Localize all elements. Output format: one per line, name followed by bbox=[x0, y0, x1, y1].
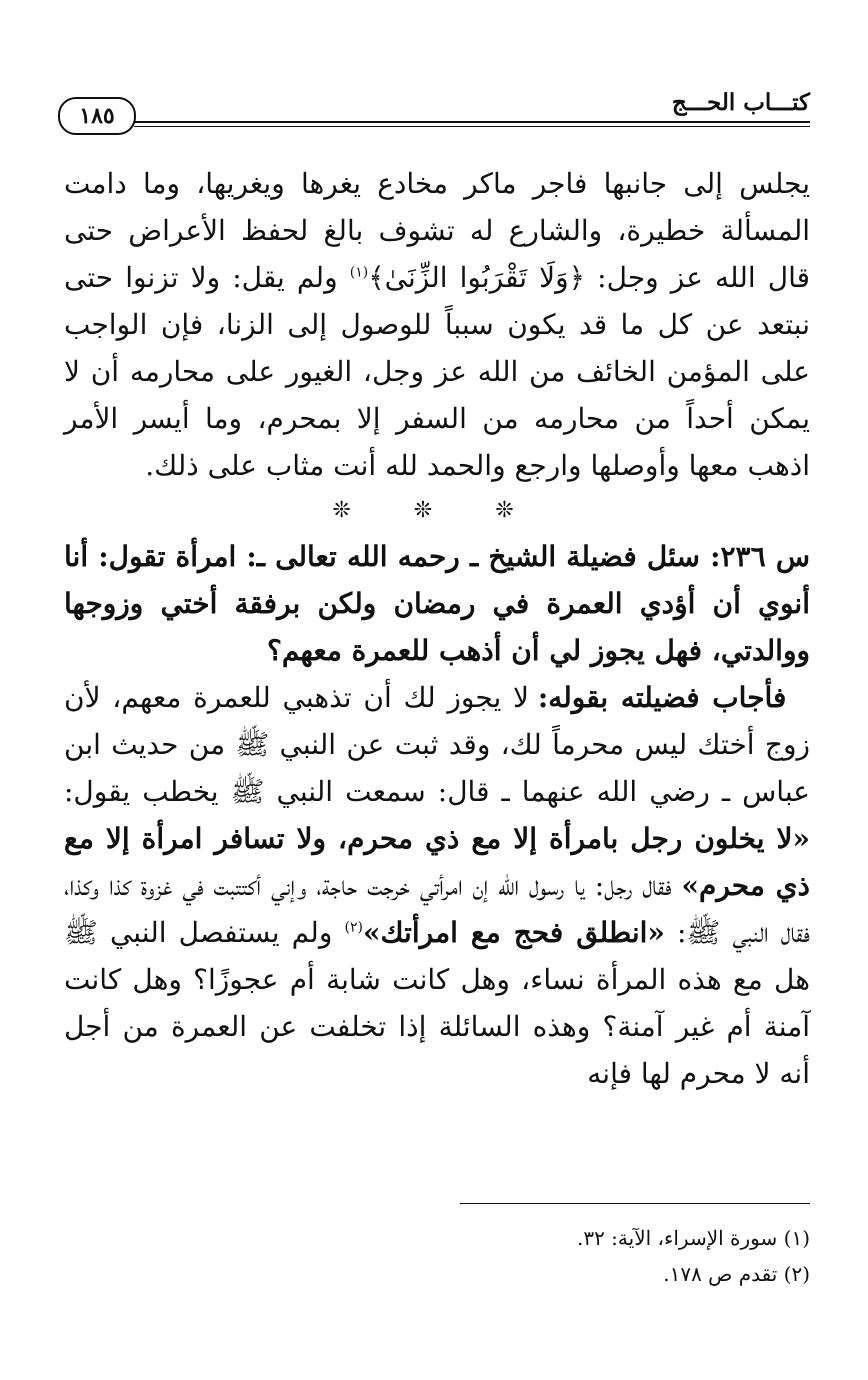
page-number-badge: ١٨٥ bbox=[58, 97, 136, 135]
page-body bbox=[64, 160, 810, 1097]
footnote-2: (٢) تقدم ص ١٧٨. bbox=[663, 1262, 810, 1286]
footnote-ref-2: (٢) bbox=[344, 919, 363, 936]
section-separator: ❊ ❊ ❊ bbox=[332, 498, 542, 523]
paragraph-1-text: يجلس إلى جانبها فاجر ماكر مخادع يغرها ويغريها، وما دامت المسألة خطيرة، والشارع له تشوف بالغ لحفظ الأعراض حتى قال الله عز وجل: ﴿وَلَا تَقْرَبُوا الزِّنَىٰ﴾ bbox=[64, 167, 811, 294]
header-rule-thin bbox=[134, 126, 810, 127]
page-header bbox=[58, 89, 810, 139]
answer-text-a: لا يجوز لك أن تذهبي للعمرة معهم، لأن زوج أختك ليس محرماً لك، وقد ثبت عن النبي ﷺ من حديث ابن عباس ـ رضي الله عنهما ـ قال: سمعت النبي ﷺ يخطب يقول: bbox=[64, 681, 810, 808]
footnote-divider bbox=[460, 1203, 810, 1204]
answer-text-b: فقال رجل: يا رسول الله إن امرأتي خرجت حاجة، وإني أكتتبت في غزوة كذا وكذا، فقال النبي ﷺ: bbox=[64, 869, 810, 949]
header-rule bbox=[134, 121, 810, 123]
paragraph-1 bbox=[64, 160, 810, 489]
hadith-quote-1: «لا يخلون رجل بامرأة إلا مع ذي محرم، ولا تسافر امرأة إلا مع ذي محرم» bbox=[64, 822, 810, 902]
answer-paragraph bbox=[64, 674, 810, 1097]
footnote-1: (١) سورة الإسراء، الآية: ٣٢. bbox=[576, 1226, 810, 1250]
footnote-ref-1: (١) bbox=[349, 264, 369, 281]
answer-lead: فأجاب فضيلته بقوله: bbox=[537, 681, 787, 714]
answer-text-c: ولم يستفصل النبي ﷺ هل مع هذه المرأة نساء، وهل كانت شابة أم عجوزًا؟ وهل كانت آمنة أم غير آمنة؟ وهذه السائلة إذا تخلفت عن العمرة من أجل أنه لا محرم لها فإنه bbox=[64, 916, 810, 1090]
footnotes bbox=[310, 1220, 810, 1292]
chapter-title: كتـــاب الحـــج bbox=[666, 89, 810, 116]
question-paragraph: س ٢٣٦: سئل فضيلة الشيخ ـ رحمه الله تعالى ـ: امرأة تقول: أنا أنوي أن أؤدي العمرة في رمضان ولكن برفقة أختي وزوجها ووالدتي، فهل يجوز لي أن أذهب للعمرة معهم؟ bbox=[64, 540, 810, 667]
paragraph-1-rest: ولم يقل: ولا تزنوا حتى نبتعد عن كل ما قد يكون سبباً للوصول إلى الزنا، فإن الواجب على المؤمن الخائف من الله عز وجل، الغيور على محارمه أن لا يمكن أحداً من محارمه من السفر إلا بمحرم، وما أيسر الأمر اذهب معها وأوصلها وارجع والحمد لله أنت مثاب على ذلك. bbox=[64, 261, 810, 482]
hadith-quote-2: «انطلق فحج مع امرأتك» bbox=[362, 916, 665, 949]
